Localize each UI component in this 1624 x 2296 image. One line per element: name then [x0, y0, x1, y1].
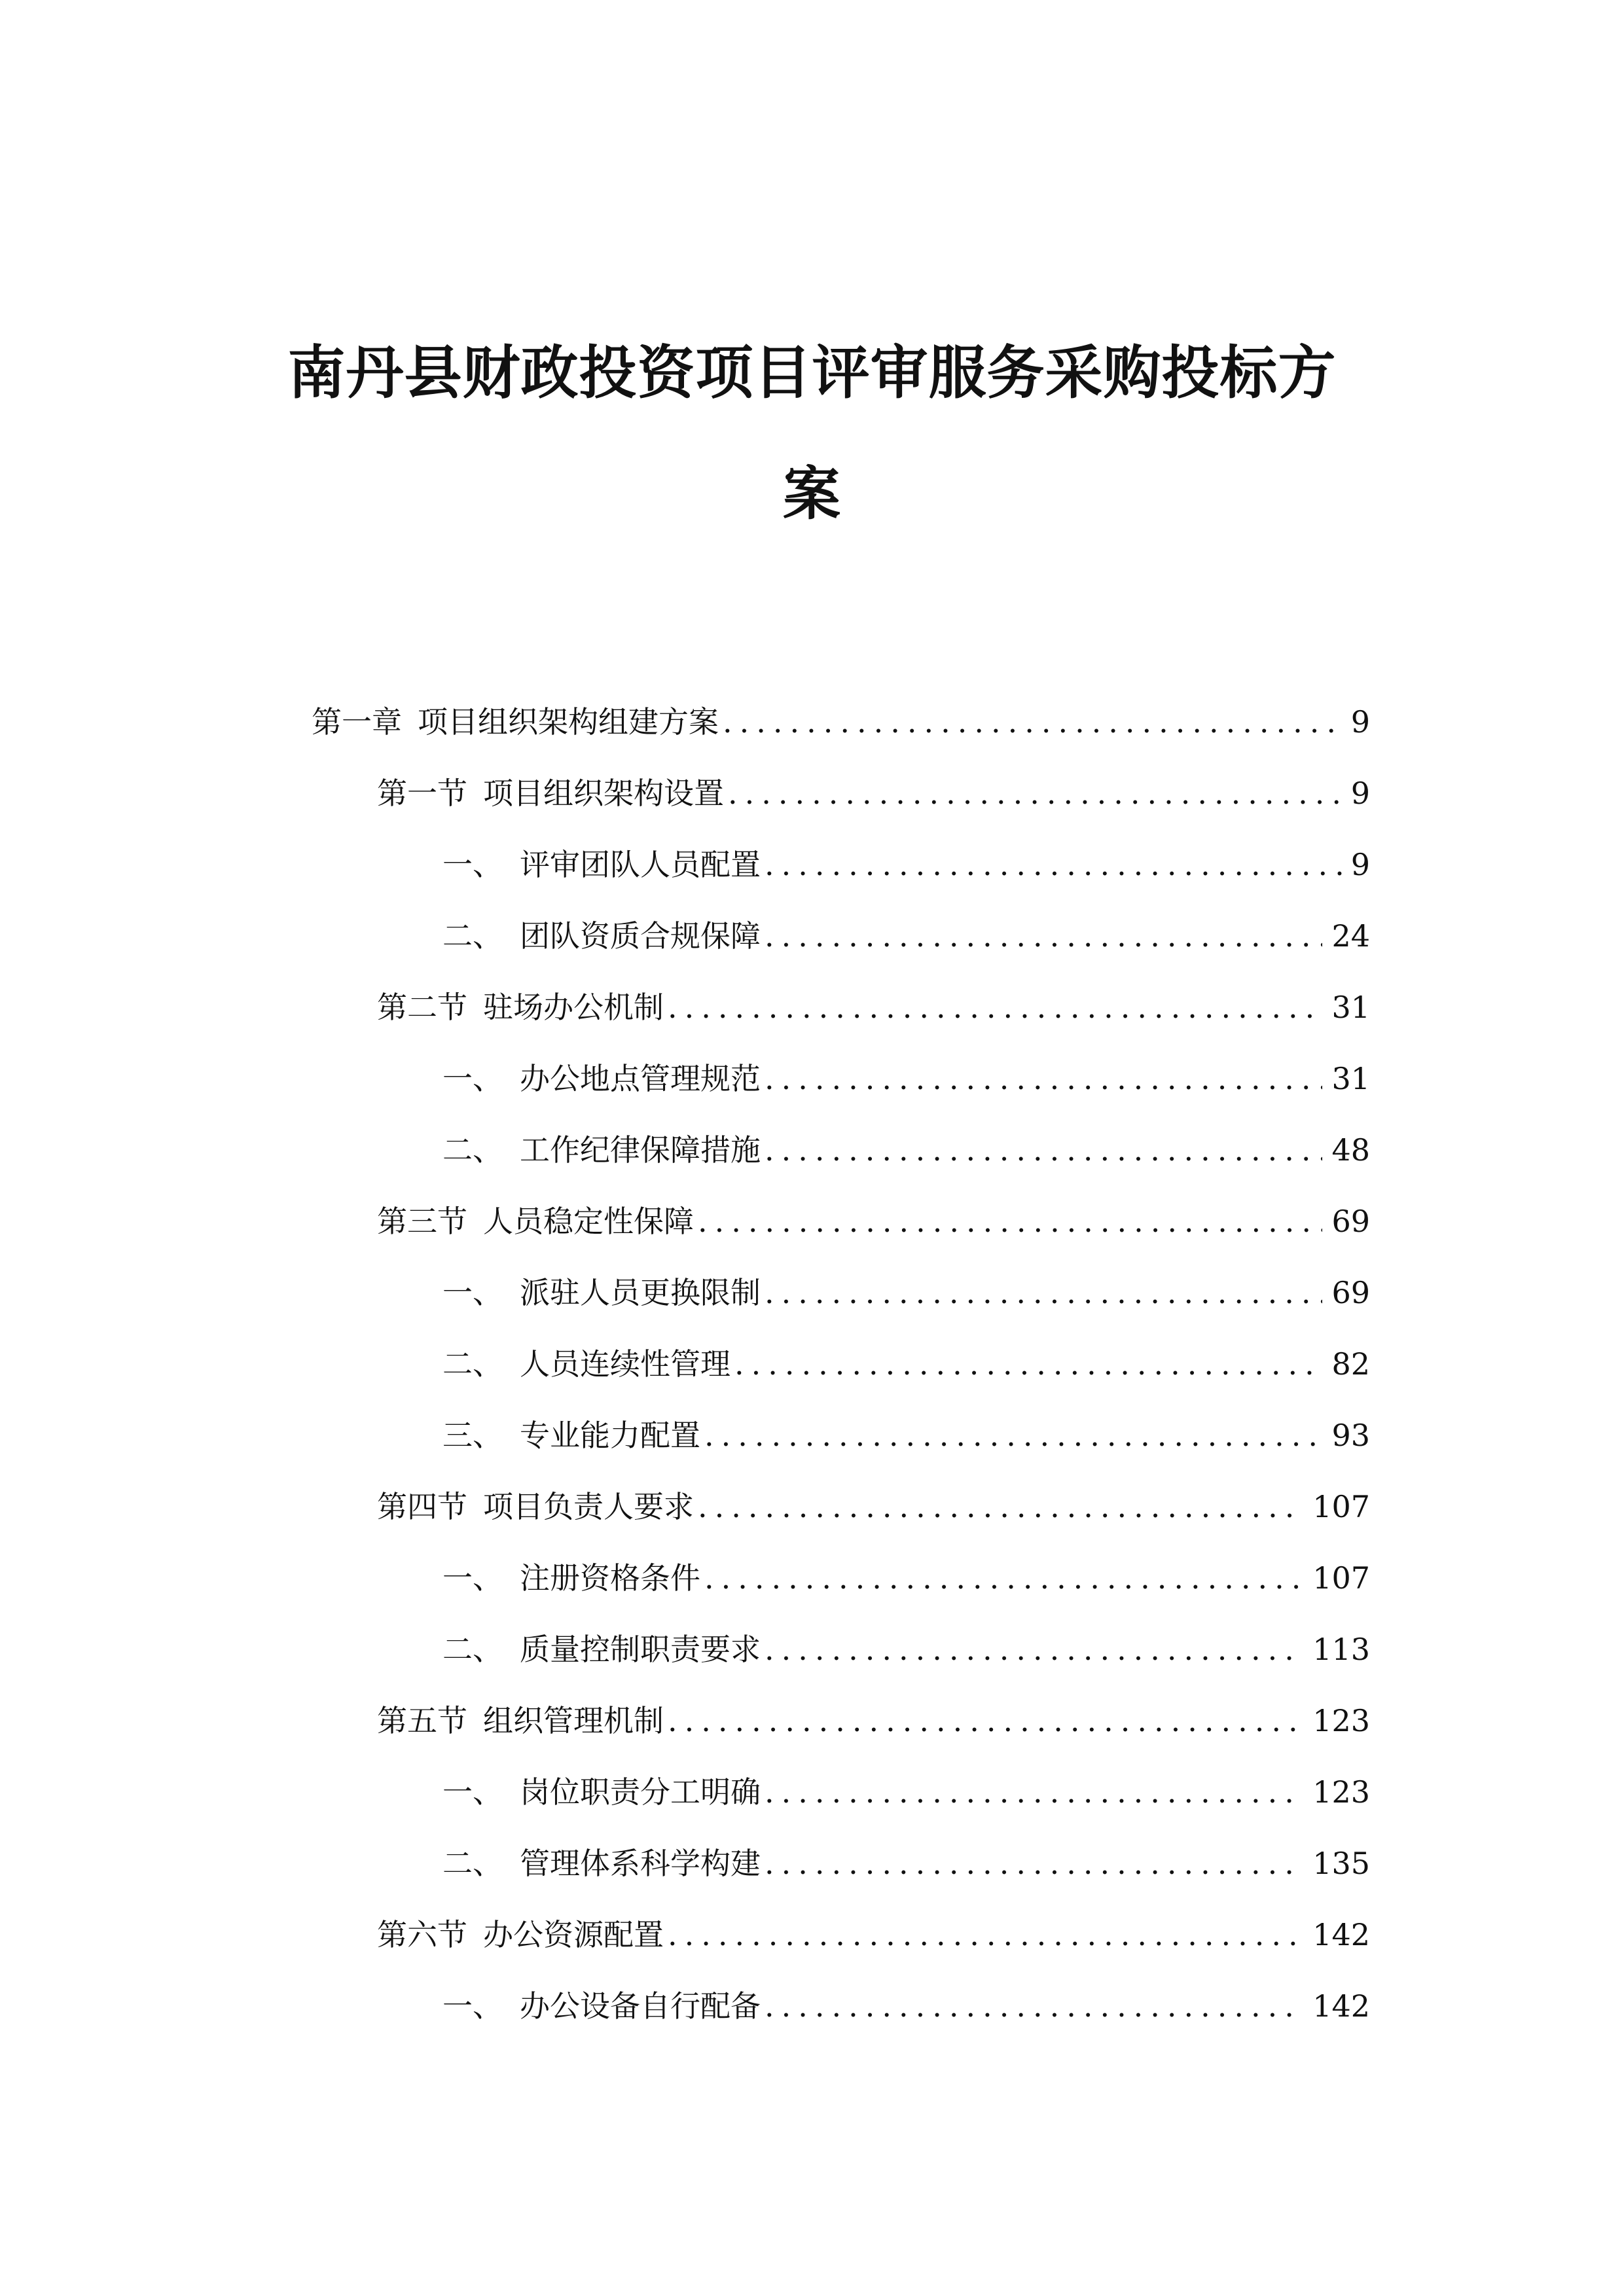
toc-dot-leader: [698, 1484, 1303, 1530]
toc-dot-leader: [668, 1698, 1303, 1744]
toc-entry-title: 人员稳定性保障: [483, 1204, 694, 1239]
toc-entry-number: 二、: [442, 1346, 503, 1382]
toc-entry-page: 31: [1331, 990, 1370, 1025]
toc-entry-number: 一、: [442, 1061, 503, 1096]
toc-entry-number: 二、: [442, 1846, 503, 1881]
toc-entry-title: 人员连续性管理: [520, 1346, 731, 1382]
toc-entry[interactable]: [442, 1983, 1370, 2029]
toc-entry-title: 办公资源配置: [483, 1917, 664, 1952]
toc-dot-leader: [734, 1341, 1322, 1387]
toc-entry-page: 48: [1331, 1132, 1370, 1168]
toc-entry[interactable]: [377, 1698, 1370, 1744]
toc-entry-title: 项目负责人要求: [483, 1489, 694, 1524]
toc-entry-number: 一、: [442, 847, 503, 882]
toc-entry[interactable]: [442, 1840, 1370, 1886]
toc-dot-leader: [728, 770, 1342, 816]
toc-dot-leader: [765, 1127, 1322, 1173]
toc-entry[interactable]: [442, 1127, 1370, 1173]
toc-entry[interactable]: [442, 1412, 1370, 1458]
document-title-line-1: 南丹县财政投资项目评审服务采购投标方: [287, 339, 1337, 406]
toc-entry[interactable]: [442, 1626, 1370, 1672]
toc-entry-page: 93: [1331, 1418, 1370, 1453]
toc-entry[interactable]: [377, 1198, 1370, 1244]
document-title-line-2: 案: [782, 460, 841, 528]
toc-entry[interactable]: [442, 1555, 1370, 1601]
toc-entry-number: 一、: [442, 1988, 503, 2024]
toc-dot-leader: [704, 1555, 1303, 1601]
toc-dot-leader: [765, 913, 1322, 959]
toc-entry[interactable]: [442, 1270, 1370, 1316]
toc-entry-title: 派驻人员更换限制: [520, 1275, 761, 1310]
toc-dot-leader: [765, 1983, 1303, 2029]
toc-entry-title: 专业能力配置: [520, 1418, 700, 1453]
toc-entry-number: 第四节: [377, 1489, 467, 1524]
toc-dot-leader: [765, 1056, 1322, 1102]
toc-entry-title: 办公设备自行配备: [520, 1988, 761, 2024]
toc-entry-page: 69: [1331, 1275, 1370, 1310]
toc-entry-title: 管理体系科学构建: [520, 1846, 761, 1881]
toc-entry-title: 组织管理机制: [483, 1703, 664, 1738]
toc-entry-title: 注册资格条件: [520, 1560, 700, 1596]
toc-entry-title: 质量控制职责要求: [520, 1632, 761, 1667]
toc-entry-number: 一、: [442, 1774, 503, 1810]
toc-entry-page: 113: [1312, 1632, 1370, 1667]
toc-entry[interactable]: [377, 1912, 1370, 1958]
toc-entry-number: 一、: [442, 1560, 503, 1596]
toc-entry-page: 107: [1312, 1489, 1370, 1524]
toc-entry[interactable]: [442, 1056, 1370, 1102]
toc-dot-leader: [704, 1412, 1322, 1458]
toc-entry[interactable]: [442, 1769, 1370, 1815]
toc-entry-title: 团队资质合规保障: [520, 918, 761, 954]
toc-entry-number: 一、: [442, 1275, 503, 1310]
toc-dot-leader: [668, 984, 1322, 1030]
toc-entry-title: 工作纪律保障措施: [520, 1132, 761, 1168]
toc-entry[interactable]: [377, 1484, 1370, 1530]
toc-entry-number: 三、: [442, 1418, 503, 1453]
toc-entry-page: 69: [1331, 1204, 1370, 1239]
toc-entry-page: 31: [1331, 1061, 1370, 1096]
toc-entry-page: 142: [1312, 1988, 1370, 2024]
toc-dot-leader: [723, 699, 1342, 745]
toc-entry-number: 第六节: [377, 1917, 467, 1952]
toc-dot-leader: [765, 1769, 1303, 1815]
toc-entry-page: 135: [1312, 1846, 1370, 1881]
toc-dot-leader: [698, 1198, 1322, 1244]
toc-entry[interactable]: [442, 1341, 1370, 1387]
toc-entry-page: 123: [1312, 1774, 1370, 1810]
toc-entry-number: 第一章: [312, 704, 402, 740]
toc-entry-number: 第二节: [377, 990, 467, 1025]
toc-entry-number: 第五节: [377, 1703, 467, 1738]
toc-entry-number: 二、: [442, 1132, 503, 1168]
toc-dot-leader: [668, 1912, 1303, 1958]
toc-entry[interactable]: [312, 699, 1370, 745]
toc-entry-page: 9: [1350, 847, 1370, 882]
toc-dot-leader: [765, 842, 1342, 888]
toc-entry-title: 岗位职责分工明确: [520, 1774, 761, 1810]
toc-entry-title: 评审团队人员配置: [520, 847, 761, 882]
toc-entry-page: 82: [1331, 1346, 1370, 1382]
toc-entry-title: 办公地点管理规范: [520, 1061, 761, 1096]
toc-entry-number: 第一节: [377, 776, 467, 811]
toc-dot-leader: [765, 1270, 1322, 1316]
toc-entry-page: 9: [1350, 776, 1370, 811]
toc-entry-title: 项目组织架构设置: [483, 776, 724, 811]
toc-entry[interactable]: [442, 913, 1370, 959]
toc-entry[interactable]: [442, 842, 1370, 888]
toc-entry-title: 项目组织架构组建方案: [418, 704, 719, 740]
toc-entry-page: 123: [1312, 1703, 1370, 1738]
toc-dot-leader: [765, 1840, 1303, 1886]
toc-entry[interactable]: [377, 770, 1370, 816]
toc-entry-number: 二、: [442, 918, 503, 954]
toc-entry-page: 24: [1331, 918, 1370, 954]
toc-entry-page: 9: [1350, 704, 1370, 740]
toc-entry-number: 第三节: [377, 1204, 467, 1239]
toc-entry-number: 二、: [442, 1632, 503, 1667]
toc-entry-title: 驻场办公机制: [483, 990, 664, 1025]
toc-entry-page: 142: [1312, 1917, 1370, 1952]
toc-dot-leader: [765, 1626, 1303, 1672]
toc-entry[interactable]: [377, 984, 1370, 1030]
toc-entry-page: 107: [1312, 1560, 1370, 1596]
